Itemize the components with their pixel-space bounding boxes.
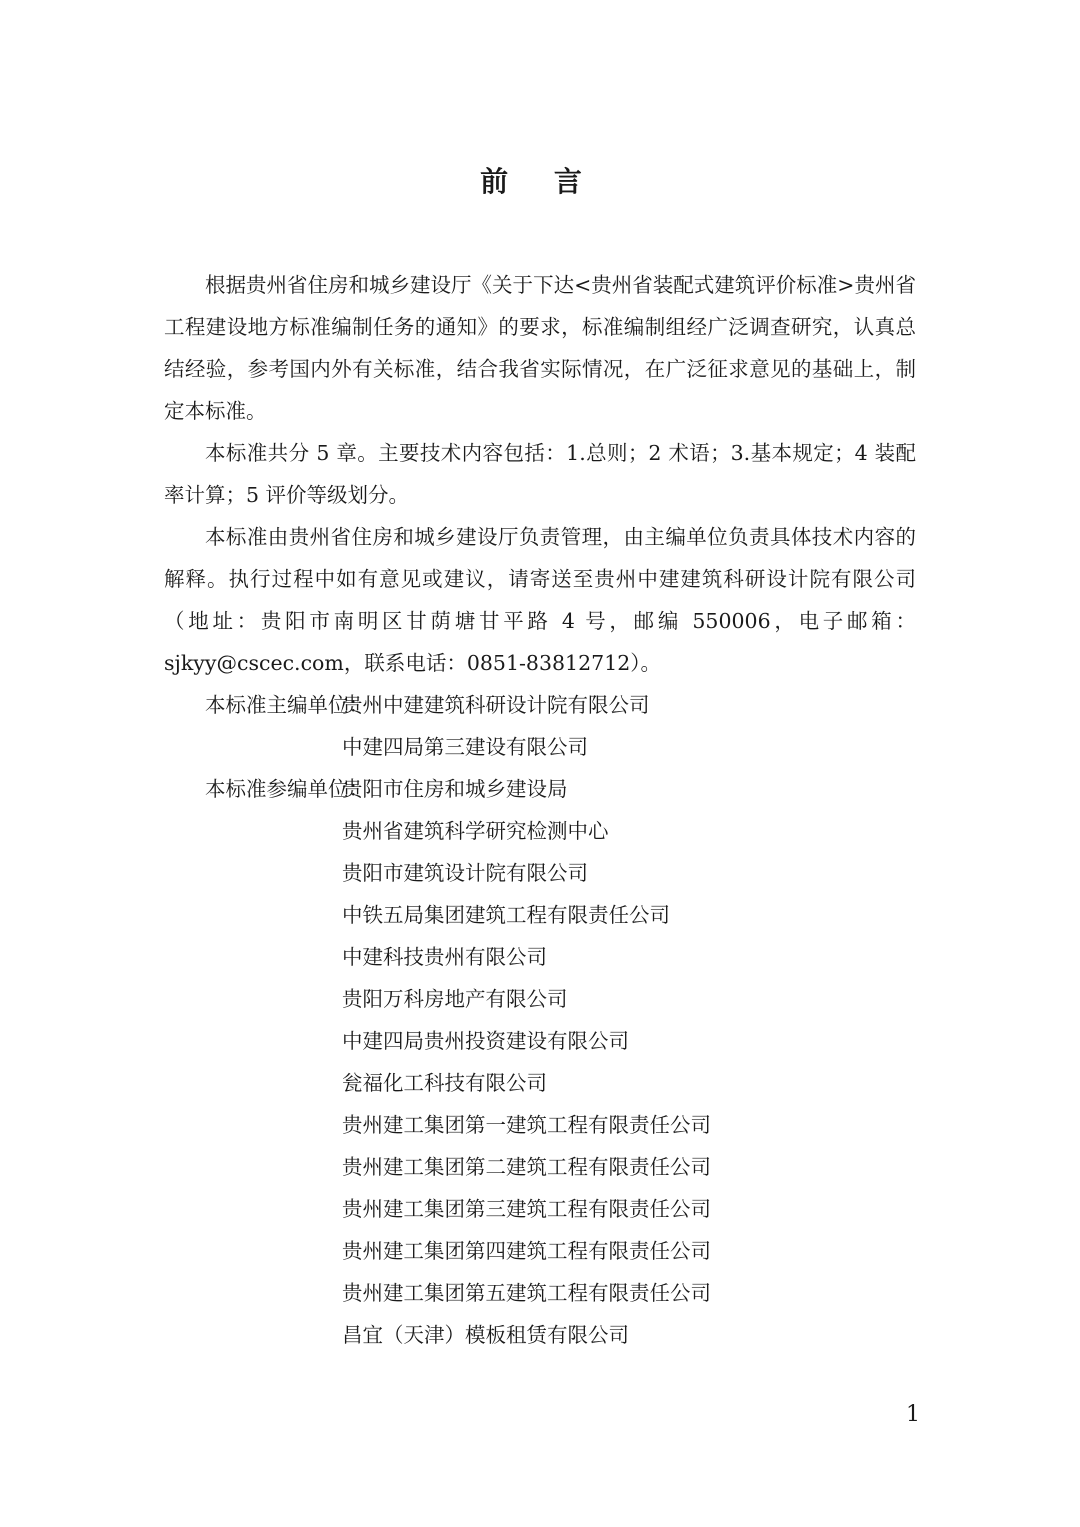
participating-unit-name: 贵州建工集团第五建筑工程有限责任公司 bbox=[342, 1281, 711, 1305]
page-number: 1 bbox=[906, 1402, 920, 1427]
list-item bbox=[164, 1230, 916, 1272]
list-item bbox=[164, 768, 916, 810]
label-spacer bbox=[164, 936, 342, 978]
label-spacer bbox=[164, 1104, 342, 1146]
participating-units-section bbox=[164, 768, 916, 1356]
chief-unit-name: 中建四局第三建设有限公司 bbox=[342, 735, 588, 759]
list-item bbox=[164, 1272, 916, 1314]
label-spacer bbox=[164, 852, 342, 894]
label-spacer bbox=[164, 810, 342, 852]
participating-unit-name: 贵州建工集团第二建筑工程有限责任公司 bbox=[342, 1155, 711, 1179]
chief-unit-name: 贵州中建建筑科研设计院有限公司 bbox=[342, 693, 650, 717]
participating-unit-name: 贵阳万科房地产有限公司 bbox=[342, 987, 568, 1011]
page-title: 前 言 bbox=[480, 165, 600, 198]
list-item bbox=[164, 684, 916, 726]
participating-unit-name: 昌宜（天津）模板租赁有限公司 bbox=[342, 1323, 629, 1347]
label-spacer bbox=[164, 1146, 342, 1188]
label-spacer bbox=[164, 1020, 342, 1062]
list-item bbox=[164, 936, 916, 978]
participating-unit-name: 中铁五局集团建筑工程有限责任公司 bbox=[342, 903, 670, 927]
list-item bbox=[164, 978, 916, 1020]
preface-body bbox=[164, 264, 916, 1356]
label-spacer bbox=[164, 1272, 342, 1314]
list-item bbox=[164, 1146, 916, 1188]
label-spacer bbox=[164, 1188, 342, 1230]
list-item bbox=[164, 810, 916, 852]
chief-units-section bbox=[164, 684, 916, 768]
label-spacer bbox=[164, 726, 342, 768]
participating-unit-name: 贵州建工集团第四建筑工程有限责任公司 bbox=[342, 1239, 711, 1263]
list-item bbox=[164, 894, 916, 936]
participating-unit-name: 贵州建工集团第三建筑工程有限责任公司 bbox=[342, 1197, 711, 1221]
label-spacer bbox=[164, 894, 342, 936]
paragraph-background: 根据贵州省住房和城乡建设厅《关于下达<贵州省装配式建筑评价标准>贵州省工程建设地方标准编制任务的通知》的要求，标准编制组经广泛调查研究，认真总结经验，参考国内外有关标准，结合我省实际情况，在广泛征求意见的基础上，制定本标准。 bbox=[164, 273, 916, 423]
participating-unit-name: 中建科技贵州有限公司 bbox=[342, 945, 547, 969]
participating-unit-name: 贵阳市建筑设计院有限公司 bbox=[342, 861, 588, 885]
label-spacer bbox=[164, 1062, 342, 1104]
participating-unit-name: 中建四局贵州投资建设有限公司 bbox=[342, 1029, 629, 1053]
participating-units-label: 本标准参编单位： bbox=[205, 777, 369, 801]
paragraph-chapters: 本标准共分 5 章。主要技术内容包括：1.总则；2 术语；3.基本规定；4 装配率计算；5 评价等级划分。 bbox=[164, 441, 916, 507]
list-item bbox=[164, 1104, 916, 1146]
participating-unit-name: 贵州建工集团第一建筑工程有限责任公司 bbox=[342, 1113, 711, 1137]
list-item bbox=[164, 1020, 916, 1062]
list-item bbox=[164, 1062, 916, 1104]
list-item bbox=[164, 726, 916, 768]
list-item bbox=[164, 852, 916, 894]
label-spacer bbox=[164, 1314, 342, 1356]
list-item bbox=[164, 1314, 916, 1356]
participating-unit-name: 贵州省建筑科学研究检测中心 bbox=[342, 819, 609, 843]
list-item bbox=[164, 1188, 916, 1230]
participating-unit-name: 瓮福化工科技有限公司 bbox=[342, 1071, 547, 1095]
chief-units-label: 本标准主编单位： bbox=[205, 693, 369, 717]
label-spacer bbox=[164, 1230, 342, 1272]
participating-unit-name: 贵阳市住房和城乡建设局 bbox=[342, 777, 568, 801]
paragraph-management: 本标准由贵州省住房和城乡建设厅负责管理，由主编单位负责具体技术内容的解释。执行过程中如有意见或建议，请寄送至贵州中建建筑科研设计院有限公司（地址：贵阳市南明区甘荫塘甘平路 4 号，邮编 550006，电子邮箱：sjkyy@cscec.com，联系电话：0851-83812712）。 bbox=[164, 525, 916, 675]
label-spacer bbox=[164, 978, 342, 1020]
